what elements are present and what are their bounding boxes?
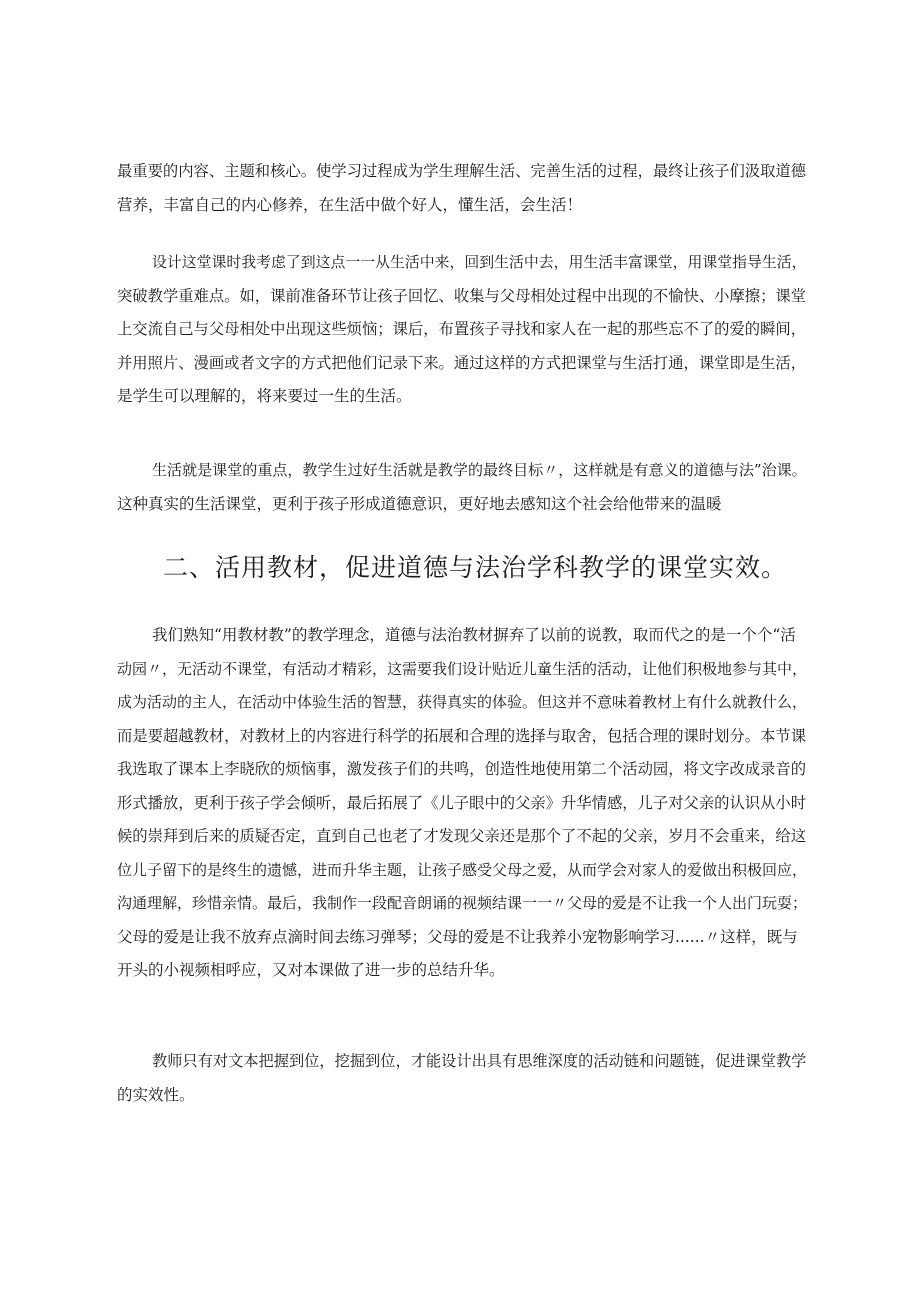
text-line: 生活就是课堂的重点，教学生过好生活就是教学的最终目标〃，这样就是有意义的道德与法”治课。: [152, 461, 807, 479]
paragraph-1: [117, 155, 807, 222]
text-line: 最重要的内容、主题和核心。使学习过程成为学生理解生活、完善生活的过程，最终让孩子们汲取道德: [117, 162, 807, 180]
text-line: 开头的小视频相呼应，又对本课做了进一步的总结升华。: [117, 961, 505, 979]
text-line: 沟通理解，珍惜亲情。最后，我制作一段配音朗诵的视频结课一一〃父母的爱是不让我一个人出门玩耍；: [117, 894, 808, 912]
section-heading: 二、活用教材，促进道德与法治学科教学的课堂实效。: [163, 553, 788, 582]
text-line: 是学生可以理解的，将来要过一生的生活。: [117, 387, 412, 405]
text-line: 突破教学重难点。如，课前准备环节让孩子回忆、收集与父母相处过程中出现的不愉快、小摩擦；课堂: [117, 286, 807, 305]
text-line: 而是要超越教材，对教材上的内容进行科学的拓展和合理的选择与取舍，包括合理的课时划分。本节课: [117, 726, 807, 745]
paragraph-5: [117, 1045, 807, 1112]
text-line: 候的崇拜到后来的质疑否定，直到自己也老了才发现父亲还是那个了不起的父亲，岁月不会重来，给这: [117, 827, 807, 845]
text-line: 这种真实的生活课堂，更利于孩子形成道德意识，更好地去感知这个社会给他带来的温暖: [117, 494, 722, 513]
text-line: 位儿子留下的是终生的遗憾，进而升华主题，让孩子感受父母之爱，从而学会对家人的爱做出积极回应，: [117, 860, 808, 879]
text-line: 教师只有对文本把握到位，挖掘到位，才能设计出具有思维深度的活动链和问题链，促进课堂教学: [152, 1052, 807, 1070]
text-line: 动园〃，无活动不课堂，有活动才精彩，这需要我们设计贴近儿童生活的活动，让他们积极地参与其中，: [117, 659, 808, 678]
paragraph-2: [117, 246, 807, 414]
text-line: 设计这堂课时我考虑了到这点一一从生活中来，回到生活中去，用生活丰富课堂，用课堂指导生活，: [152, 253, 807, 271]
paragraph-3: [117, 454, 807, 521]
text-line: 我选取了课本上李晓欣的烦恼事，激发孩子们的共鸣，创造性地使用第二个活动园，将文字改成录音的: [117, 760, 807, 778]
text-line: 营养，丰富自己的内心修养，在生活中做个好人，懂生活，会生活！: [117, 195, 583, 214]
text-line: 我们熟知“用教材教”的教学理念，道德与法治教材摒弃了以前的说教，取而代之的是一个个“活: [152, 626, 796, 644]
text-line: 上交流自己与父母相处中出现这些烦恼；课后，布置孩子寻找和家人在一起的那些忘不了的爱的瞬间，: [117, 320, 807, 338]
paragraph-4: [117, 619, 807, 988]
text-line: 成为活动的主人，在活动中体验生活的智慧，获得真实的体验。但这并不意味着教材上有什么就教什么，: [117, 693, 808, 711]
text-line: 并用照片、漫画或者文字的方式把他们记录下来。通过这样的方式把课堂与生活打通，课堂即是生活，: [117, 353, 807, 372]
text-line: 的实效性。: [117, 1085, 195, 1104]
text-line: 父母的爱是让我不放弃点滴时间去练习弹琴；父母的爱是不让我养小宠物影响学习......〃这样，既与: [117, 927, 798, 946]
text-line: 形式播放，更利于孩子学会倾听，最后拓展了《儿子眼中的父亲》升华情感，儿子对父亲的认识从小时: [117, 793, 807, 812]
